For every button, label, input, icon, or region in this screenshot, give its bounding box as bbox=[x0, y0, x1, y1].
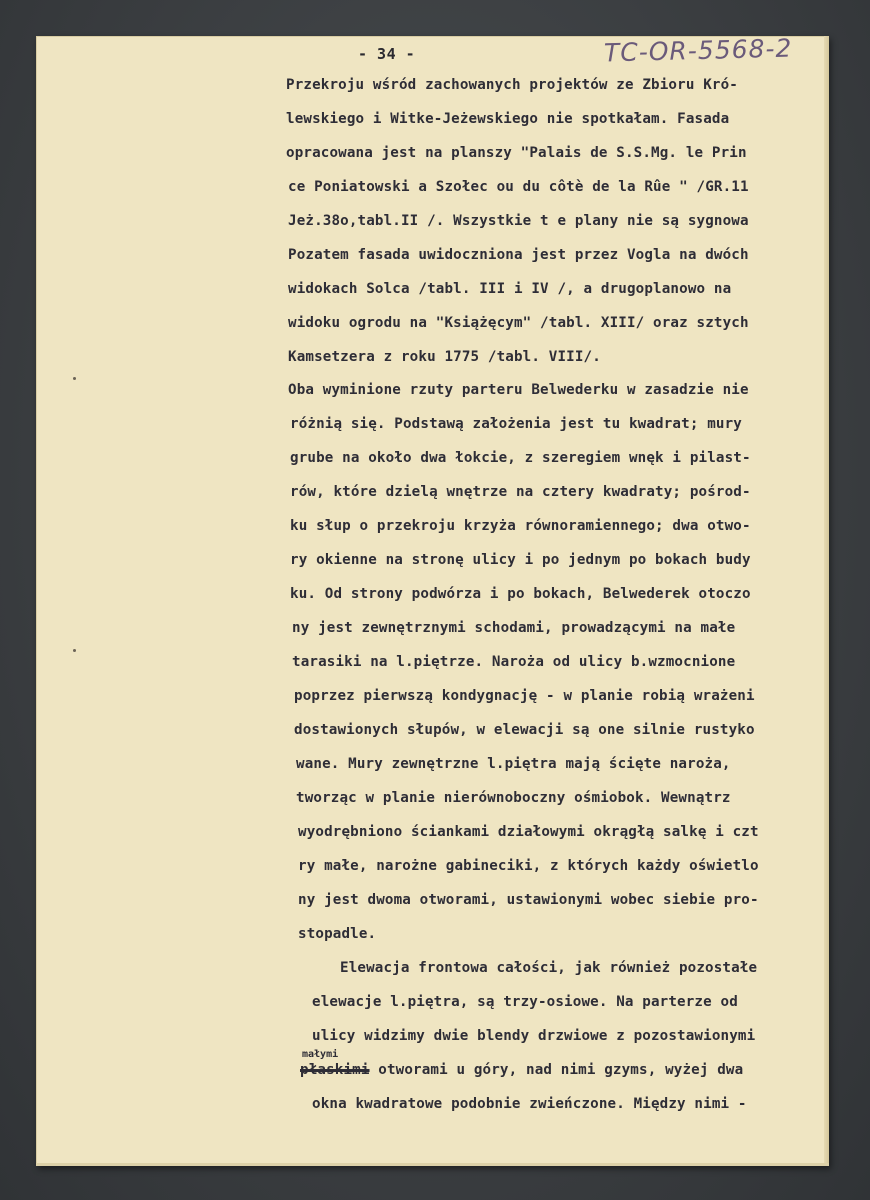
text-line: ulicy widzimy dwie blendy drzwiowe z pozostawionymi bbox=[312, 1028, 756, 1044]
text-line: Oba wyminione rzuty parteru Belwederku w zasadzie nie bbox=[288, 382, 749, 398]
text-line: ny jest zewnętrznymi schodami, prowadzącymi na małe bbox=[292, 620, 736, 636]
text-line: tarasiki na l.piętrze. Naroża od ulicy b.wzmocnione bbox=[292, 654, 736, 670]
text-line: ku słup o przekroju krzyża równoramiennego; dwa otwo- bbox=[290, 518, 751, 534]
text-line: opracowana jest na planszy "Palais de S.S.Mg. le Prin bbox=[286, 145, 747, 161]
text-line: elewacje l.piętra, są trzy-osiowe. Na parterze od bbox=[312, 994, 738, 1010]
text-line: poprzez pierwszą kondygnację - w planie robią wrażeni bbox=[294, 688, 755, 704]
text-line: widoku ogrodu na "Książęcym" /tabl. XIII/ oraz sztych bbox=[288, 315, 749, 331]
page-edge bbox=[824, 36, 829, 1166]
handwritten-insertion: małymi bbox=[302, 1049, 339, 1060]
text-line: Pozatem fasada uwidoczniona jest przez Vogla na dwóch bbox=[288, 247, 749, 263]
text-line: okna kwadratowe podobnie zwieńczone. Między nimi - bbox=[312, 1096, 747, 1112]
text-line: lewskiego i Witke-Jeżewskiego nie spotkałam. Fasada bbox=[286, 111, 730, 127]
text-line: Elewacja frontowa całości, jak również pozostałe bbox=[340, 960, 758, 976]
document-page bbox=[36, 33, 829, 1166]
text-line: grube na około dwa łokcie, z szeregiem wnęk i pilast- bbox=[290, 450, 751, 466]
text-line bbox=[300, 1061, 743, 1079]
struck-word: płaskimi bbox=[300, 1062, 370, 1078]
punch-mark bbox=[73, 649, 76, 652]
text-line: ny jest dwoma otworami, ustawionymi wobec siebie pro- bbox=[298, 892, 759, 908]
text-line: widokach Solca /tabl. III i IV /, a drugoplanowo na bbox=[288, 281, 732, 297]
text-line: dostawionych słupów, w elewacji są one silnie rustyko bbox=[294, 722, 755, 738]
text-line: Kamsetzera z roku 1775 /tabl. VIII/. bbox=[288, 349, 601, 365]
text-line: ku. Od strony podwórza i po bokach, Belwederek otoczo bbox=[290, 586, 751, 602]
text-line: wyodrębniono ściankami działowymi okrągłą salkę i czt bbox=[298, 824, 759, 840]
text-line-continuation: otworami u góry, nad nimi gzyms, wyżej dwa bbox=[378, 1062, 744, 1078]
page-number: - 34 - bbox=[358, 45, 416, 63]
text-line: stopadle. bbox=[298, 926, 377, 942]
text-line: ry małe, narożne gabineciki, z których każdy oświetlo bbox=[298, 858, 759, 874]
text-line: Jeż.38o,tabl.II /. Wszystkie t e plany nie są sygnowa bbox=[288, 213, 749, 229]
text-line: wane. Mury zewnętrzne l.piętra mają ścięte naroża, bbox=[296, 756, 731, 772]
archive-signature: TC-OR-5568-2 bbox=[603, 33, 793, 68]
page-edge bbox=[36, 1163, 829, 1166]
text-line: ce Poniatowski a Szołec ou du côtè de la Rûe " /GR.11 bbox=[288, 179, 749, 195]
text-line: tworząc w planie nierównoboczny ośmiobok. Wewnątrz bbox=[296, 790, 731, 806]
text-line: ry okienne na stronę ulicy i po jednym po bokach budy bbox=[290, 552, 751, 568]
text-line: różnią się. Podstawą założenia jest tu kwadrat; mury bbox=[290, 416, 742, 432]
text-line: Przekroju wśród zachowanych projektów ze Zbioru Kró- bbox=[286, 77, 738, 93]
text-line: rów, które dzielą wnętrze na cztery kwadraty; pośrod- bbox=[290, 484, 751, 500]
punch-mark bbox=[73, 377, 76, 380]
